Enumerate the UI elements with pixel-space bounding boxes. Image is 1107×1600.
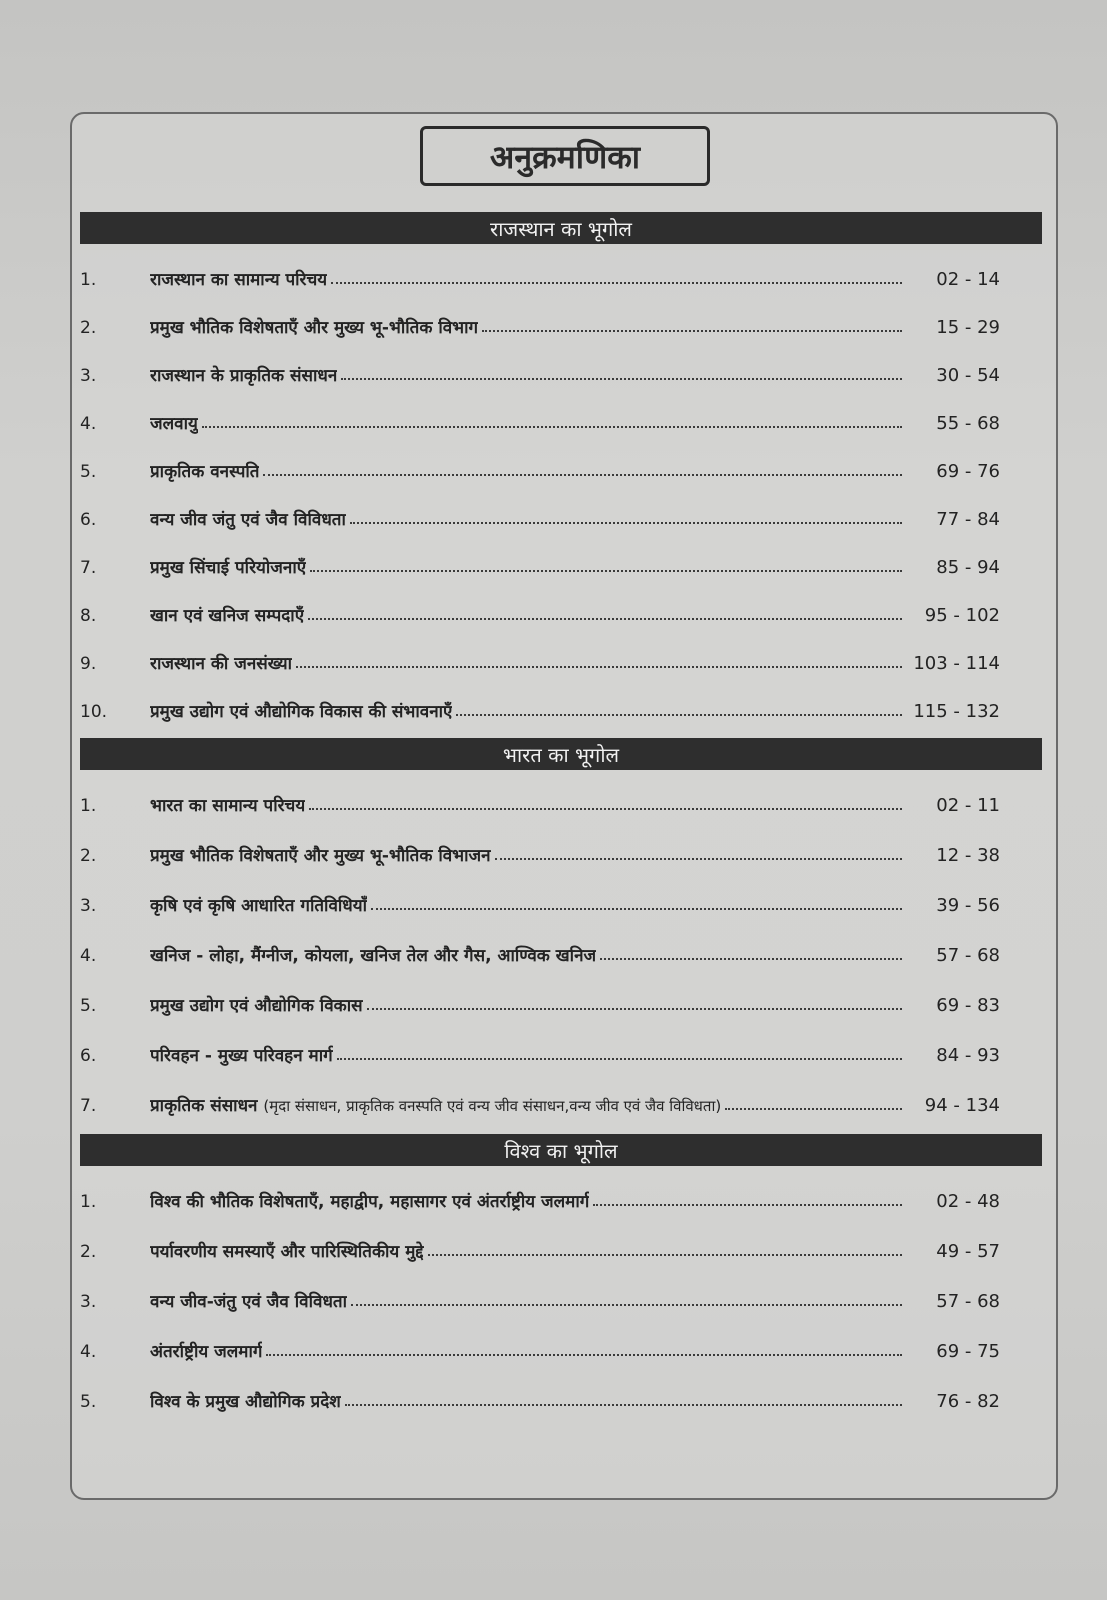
entry-number: 3. — [80, 896, 97, 916]
toc-entry — [80, 356, 1000, 386]
entry-number: 7. — [80, 558, 97, 578]
entry-pages: 15 - 29 — [936, 317, 1000, 338]
entry-number: 6. — [80, 1046, 97, 1066]
entry-pages: 94 - 134 — [924, 1095, 1000, 1116]
entry-title: वन्य जीव जंतु एवं जैव विविधता — [150, 510, 346, 530]
entry-pages: 02 - 14 — [936, 269, 1000, 290]
toc-entry — [80, 1382, 1000, 1412]
entry-number: 2. — [80, 846, 97, 866]
entry-number: 4. — [80, 414, 97, 434]
dot-leader — [351, 1304, 902, 1306]
entry-pages: 12 - 38 — [936, 845, 1000, 866]
dot-leader — [263, 474, 902, 476]
section-heading-world: विश्व का भूगोल — [80, 1134, 1042, 1166]
entry-pages: 69 - 76 — [936, 461, 1000, 482]
entry-number: 1. — [80, 1192, 97, 1212]
entry-number: 3. — [80, 366, 97, 386]
entry-title: प्रमुख सिंचाई परियोजनाएँ — [150, 558, 307, 578]
entry-pages: 69 - 83 — [936, 995, 1000, 1016]
dot-leader — [428, 1254, 902, 1256]
entry-number: 2. — [80, 318, 97, 338]
dot-leader — [593, 1204, 902, 1206]
dot-leader — [371, 908, 902, 910]
section-heading-rajasthan: राजस्थान का भूगोल — [80, 212, 1042, 244]
entry-pages: 57 - 68 — [936, 1291, 1000, 1312]
toc-entry — [80, 1332, 1000, 1362]
toc-entry — [80, 596, 1000, 626]
toc-entry — [80, 308, 1000, 338]
section-heading-india: भारत का भूगोल — [80, 738, 1042, 770]
dot-leader — [482, 330, 902, 332]
toc-entry — [80, 936, 1000, 966]
entry-title: परिवहन - मुख्य परिवहन मार्ग — [150, 1046, 333, 1066]
entry-title: प्रमुख भौतिक विशेषताएँ और मुख्य भू-भौतिक विभाग — [150, 318, 479, 338]
entry-title: वन्य जीव-जंतु एवं जैव विविधता — [150, 1292, 348, 1312]
entry-number: 8. — [80, 606, 97, 626]
contents-frame — [70, 112, 1058, 1500]
entry-number: 5. — [80, 462, 97, 482]
toc-entry — [80, 548, 1000, 578]
toc-entry — [80, 1086, 1000, 1116]
toc-entry — [80, 644, 1000, 674]
entry-number: 9. — [80, 654, 97, 674]
entry-number: 3. — [80, 1292, 97, 1312]
entry-pages: 69 - 75 — [936, 1341, 1000, 1362]
entry-title: विश्व के प्रमुख औद्योगिक प्रदेश — [150, 1392, 341, 1412]
entry-title: पर्यावरणीय समस्याएँ और पारिस्थितिकीय मुद्दे — [150, 1242, 424, 1262]
entry-pages: 95 - 102 — [924, 605, 1000, 626]
entry-title: प्रमुख उद्योग एवं औद्योगिक विकास — [150, 996, 363, 1016]
entry-title: राजस्थान के प्राकृतिक संसाधन — [150, 366, 338, 386]
dot-leader — [266, 1354, 902, 1356]
entry-pages: 103 - 114 — [913, 653, 1000, 674]
page-title: अनुक्रमणिका — [420, 126, 710, 186]
entry-pages: 02 - 11 — [936, 795, 1000, 816]
entry-number: 5. — [80, 996, 97, 1016]
entry-pages: 57 - 68 — [936, 945, 1000, 966]
dot-leader — [202, 426, 902, 428]
dot-leader — [331, 282, 902, 284]
dot-leader — [456, 714, 902, 716]
toc-entry — [80, 1232, 1000, 1262]
entry-title: प्रमुख उद्योग एवं औद्योगिक विकास की संभावनाएँ — [150, 702, 453, 722]
entry-number: 4. — [80, 946, 97, 966]
entry-number: 10. — [80, 702, 108, 722]
dot-leader — [310, 570, 902, 572]
dot-leader — [309, 808, 902, 810]
toc-entry — [80, 986, 1000, 1016]
entry-pages: 85 - 94 — [936, 557, 1000, 578]
entry-number: 1. — [80, 796, 97, 816]
entry-title: प्राकृतिक वनस्पति — [150, 462, 260, 482]
entry-pages: 39 - 56 — [936, 895, 1000, 916]
toc-entry — [80, 452, 1000, 482]
entry-title: राजस्थान की जनसंख्या — [150, 654, 292, 674]
entry-number: 1. — [80, 270, 97, 290]
toc-entry — [80, 692, 1000, 722]
entry-title — [150, 1093, 721, 1116]
toc-entry — [80, 1182, 1000, 1212]
dot-leader — [296, 666, 902, 668]
dot-leader — [600, 958, 902, 960]
entry-title: भारत का सामान्य परिचय — [150, 796, 306, 816]
entry-subtitle: (मृदा संसाधन, प्राकृतिक वनस्पति एवं वन्य जीव संसाधन,वन्य जीव एवं जैव विविधता) — [263, 1097, 722, 1115]
entry-title: खान एवं खनिज सम्पदाएँ — [150, 606, 305, 626]
dot-leader — [341, 378, 902, 380]
entry-title: जलवायु — [150, 414, 198, 434]
toc-entry — [80, 260, 1000, 290]
entry-number: 4. — [80, 1342, 97, 1362]
toc-entry — [80, 404, 1000, 434]
entry-title: राजस्थान का सामान्य परिचय — [150, 270, 328, 290]
dot-leader — [350, 522, 902, 524]
entry-title: खनिज - लोहा, मैंग्नीज, कोयला, खनिज तेल और गैस, आण्विक खनिज — [150, 946, 597, 966]
entry-pages: 49 - 57 — [936, 1241, 1000, 1262]
toc-entry — [80, 1282, 1000, 1312]
entry-number: 6. — [80, 510, 97, 530]
entry-title: अंतर्राष्ट्रीय जलमार्ग — [150, 1342, 263, 1362]
dot-leader — [337, 1058, 902, 1060]
entry-title: प्रमुख भौतिक विशेषताएँ और मुख्य भू-भौतिक विभाजन — [150, 846, 491, 866]
entry-pages: 55 - 68 — [936, 413, 1000, 434]
toc-entry — [80, 836, 1000, 866]
entry-pages: 84 - 93 — [936, 1045, 1000, 1066]
toc-entry — [80, 786, 1000, 816]
entry-pages: 02 - 48 — [936, 1191, 1000, 1212]
entry-number: 2. — [80, 1242, 97, 1262]
entry-title: विश्व की भौतिक विशेषताएँ, महाद्वीप, महासागर एवं अंतर्राष्ट्रीय जलमार्ग — [150, 1192, 590, 1212]
entry-title-main: प्राकृतिक संसाधन — [150, 1096, 258, 1116]
entry-pages: 77 - 84 — [936, 509, 1000, 530]
entry-number: 7. — [80, 1096, 97, 1116]
dot-leader — [308, 618, 902, 620]
entry-pages: 30 - 54 — [936, 365, 1000, 386]
dot-leader — [725, 1108, 902, 1110]
entry-number: 5. — [80, 1392, 97, 1412]
dot-leader — [367, 1008, 902, 1010]
entry-title: कृषि एवं कृषि आधारित गतिविधियाँ — [150, 896, 368, 916]
toc-entry — [80, 1036, 1000, 1066]
dot-leader — [495, 858, 902, 860]
toc-entry — [80, 500, 1000, 530]
entry-pages: 115 - 132 — [913, 701, 1000, 722]
toc-entry — [80, 886, 1000, 916]
entry-pages: 76 - 82 — [936, 1391, 1000, 1412]
dot-leader — [345, 1404, 902, 1406]
